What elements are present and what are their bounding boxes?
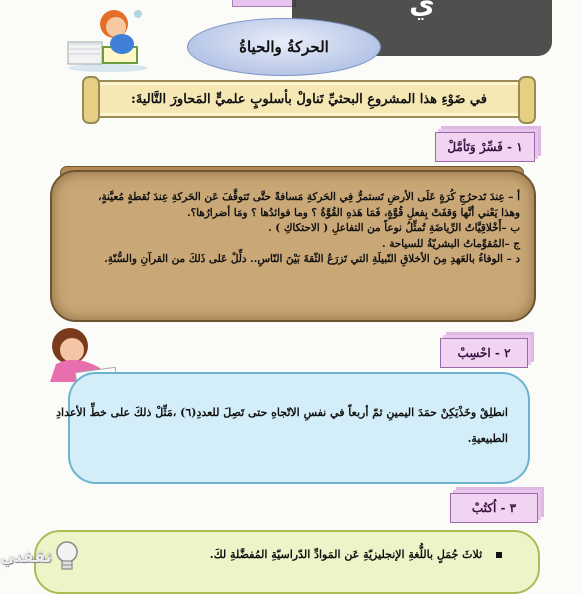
section1-line-d: د – الوفاءُ بالعَهدِ مِنَ الأخلاقِ النّبيلَةِ التي تَزرَعُ الثّقةَ بَيْنَ النّاسِ.. دلِّلْ عَلى ذَلكَ من القرآنِ والسُّنّةِ. (104, 253, 520, 265)
overlay-text: ي (409, 0, 435, 20)
page-title-text: الحركةُ والحياةُ (239, 38, 329, 56)
section2-line-2: الطبيعيةِ. (467, 432, 508, 445)
girl-reading-icon (62, 2, 154, 74)
section1-line-a2: وهذا يَعْني أنَّها وَقفَتْ بِفعلِ قُوَّةٍ، فَمَا هَذهِ القُوَّةُ ؟ وما فوائدُها ؟ ومَا أضرارُها؟. (186, 206, 520, 219)
section1-line-a: أ – عِندَ تَدحرُجِ كُرَةٍ عَلَى الأرضِ تَستمرُّ فِي الحَركةِ مَسافةً حتَّى تَتوقَّفَ عَن الحَركةِ عِندَ نُقطةٍ مُعيَّنةٍ، (98, 191, 520, 203)
intro-text: في ضَوْءِ هذا المشروعِ البحثيِّ تَناولْ بأسلوبٍ علميٍّ المَحاورَ التَّاليةَ: (131, 91, 487, 107)
section3-box (34, 530, 540, 594)
lightbulb-icon (52, 539, 82, 573)
section1-parchment (50, 170, 536, 322)
section1-tab-label: ١ - فَسِّرْ وَتَأمَّلْ (447, 140, 523, 154)
page-title (187, 18, 381, 76)
top-tab-decoration (232, 0, 296, 7)
section2-box (56, 372, 530, 484)
bullet-icon (496, 552, 502, 558)
section1-line-c: ج –المُقوِّماتُ البشريّةُ للسياحة . (381, 237, 520, 250)
section2-line-1: انطلِقْ وخَذْيَكِنْ حمَدَ اليمينِ ثمّ أربعاً في نفسِ الاتّجاهِ حتى تَصِلَ للعددِ(٦) ،مَثِّلْ ذلكَ على خطِّ الأعدادِ (56, 406, 508, 419)
watermark (0, 532, 104, 580)
section3-tab (450, 493, 538, 523)
section2-tab (440, 338, 528, 368)
watermark-text: ثقفني (0, 546, 52, 566)
section1-line-b: ب –أَخْلاقِيَّاتُ الرِّياضَةِ تُمثِّلُ نوعاً من التفاعلِ ( الاحتكاكِ ) . (268, 222, 520, 234)
section3-tab-label: ٣ - اُكتُبْ (471, 501, 517, 515)
intro-banner (92, 80, 526, 118)
section3-line: ثلاثَ جُمَلٍ باللُّغةِ الإنجليزيّةِ عَن المَوادِّ الدّراسيّةِ المُفضَّلةِ لكَ. (209, 548, 483, 561)
section1-tab (435, 132, 535, 162)
section2-tab-label: ٢ - احْسِبْ (457, 346, 511, 360)
